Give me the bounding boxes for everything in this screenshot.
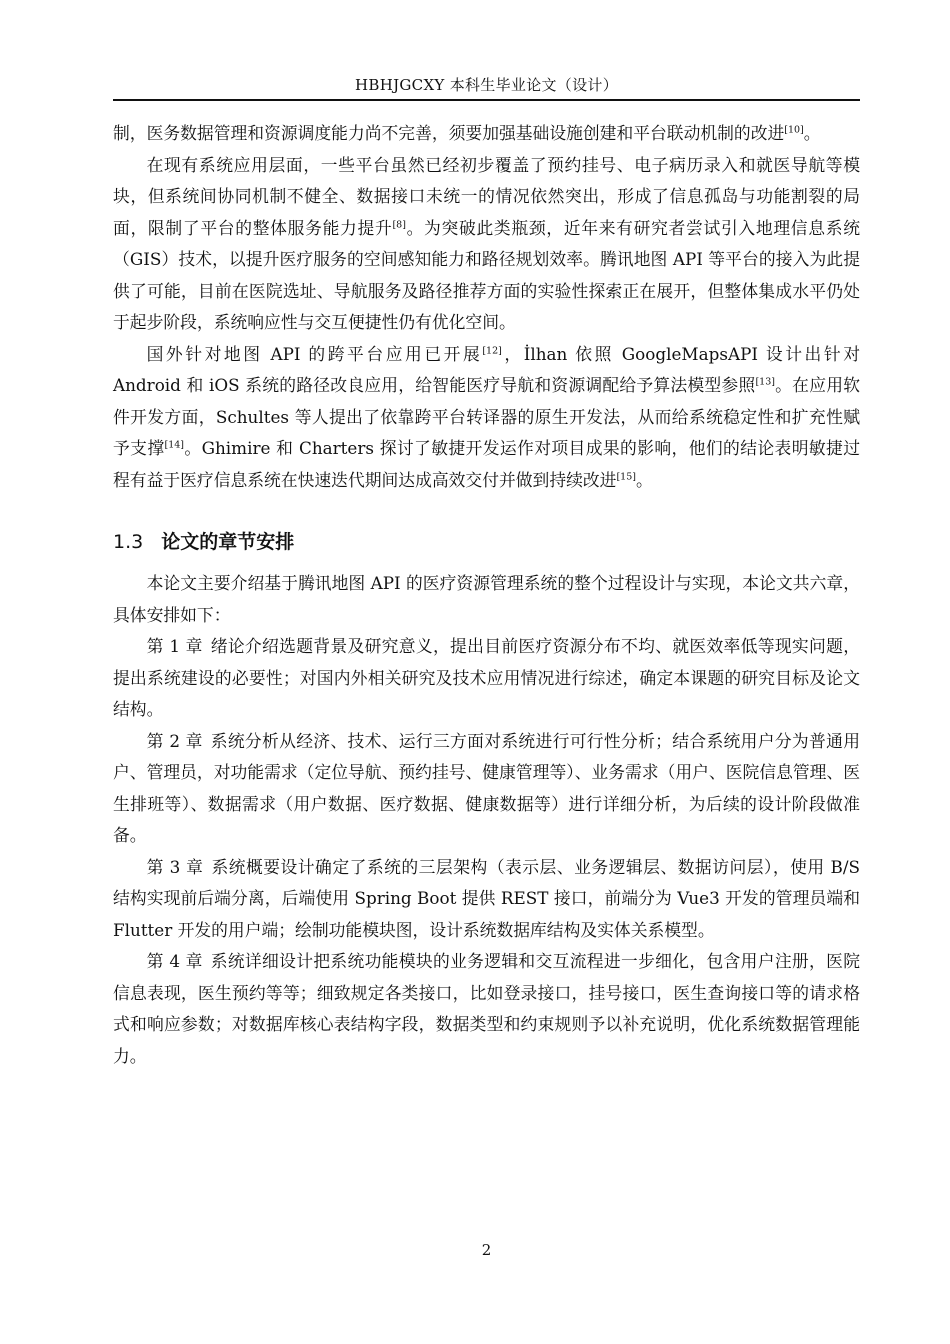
chapter-label: 第 4 章 [146,951,203,971]
paragraph-text: 制，医务数据管理和资源调度能力尚不完善，须要加强基础设施创建和平台联动机制的改进 [113,123,785,143]
chapter-text: 绪论介绍选题背景及研究意义，提出目前医疗资源分布不均、就医效率低等现实问题，提出系统建设的必要性；对国内外相关研究及技术应用情况进行综述，确定本课题的研究目标及论文结构。 [113,636,860,719]
page-number: 2 [481,1241,492,1259]
chapter-label: 第 1 章 [146,636,203,656]
chapter-label: 第 3 章 [146,856,204,877]
section-title: 论文的章节安排 [161,531,295,553]
chapter-item [113,726,860,852]
citation: [10] [784,124,804,136]
section-number: 1.3 [113,531,144,553]
chapter-text: 系统概要设计确定了系统的三层架构（表示层、业务逻辑层、数据访问层），使用 B/S 结构实现前后端分离，后端使用 Spring Boot 提供 REST 接口，前端分为 Vue3 开发的管理员端和 Flutter 开发的用户端；绘制功能模块图，设计系统数据库结构及实体关系模型。 [113,856,860,940]
chapter-text: 系统分析从经济、技术、运行三方面对系统进行可行性分析；结合系统用户分为普通用户、管理员，对功能需求（定位导航、预约挂号、健康管理等）、业务需求（用户、医院信息管理、医生排班等）、数据需求（用户数据、医疗数据、健康数据等）进行详细分析，为后续的设计阶段做准备。 [113,730,860,845]
paragraph-text: 。为突破此类瓶颈，近年来有研究者尝试引入地理信息系统（GIS）技术，以提升医疗服务的空间感知能力和路径规划效率。腾讯地图 API 等平台的接入为此提供了可能，目前在医院选址、导航服务及路径推荐方面的实验性探索正在展开，但整体集成水平仍处于起步阶段，系统响应性与交互便捷性仍有优化空间。 [113,217,860,332]
section-heading [113,526,860,558]
body-content [113,118,860,1072]
paragraph-text: 。Ghimire 和 Charters 探讨了敏捷开发运作对项目成果的影响，他们的结论表明敏捷过程有益于医疗信息系统在快速迭代期间达成高效交付并做到持续改进 [113,438,860,490]
paragraph-text: 。在应用软件开发方面，Schultes 等人提出了依靠跨平台转译器的原生开发法，从而给系统稳定性和扩充性赋予支撑 [113,375,860,458]
paragraph-text: ，İlhan 依照 GoogleMapsAPI 设计出针对 Android 和 iOS 系统的路径改良应用，给智能医疗导航和资源调配给予算法模型参照 [113,343,860,395]
citation: [15] [616,470,636,482]
paragraph-continued [113,118,860,150]
chapter-item [113,631,860,726]
chapter-label: 第 2 章 [146,730,203,751]
paragraph-intro: 本论文主要介绍基于腾讯地图 API 的医疗资源管理系统的整个过程设计与实现，本论文共六章，具体安排如下： [113,573,860,625]
paragraph-foreign-research [113,339,860,497]
citation: [8] [392,218,406,230]
citation: [14] [164,439,185,451]
header-rule [113,99,860,101]
page-header: HBHJGCXY 本科生毕业论文（设计） [354,76,618,94]
paragraph-text: 。 [635,469,653,490]
chapter-item [113,852,860,947]
chapter-text: 系统详细设计把系统功能模块的业务逻辑和交互流程进一步细化，包含用户注册，医院信息表现，医生预约等等；细致规定各类接口，比如登录接口，挂号接口，医生查询接口等的请求格式和响应参数；对数据库核心表结构字段，数据类型和约束规则予以补充说明，优化系统数据管理能力。 [113,951,860,1066]
paragraph-text: 。 [803,123,821,143]
paragraph-text: 在现有系统应用层面，一些平台虽然已经初步覆盖了预约挂号、电子病历录入和就医导航等模块，但系统间协同机制不健全、数据接口未统一的情况依然突出，形成了信息孤岛与功能割裂的局面，限制了平台的整体服务能力提升 [113,154,860,238]
citation: [12] [482,344,502,356]
paragraph-system-status [113,150,860,339]
chapter-item [113,946,860,1072]
paragraph-text: 国外针对地图 API 的跨平台应用已开展 [146,343,483,364]
citation: [13] [755,376,775,388]
